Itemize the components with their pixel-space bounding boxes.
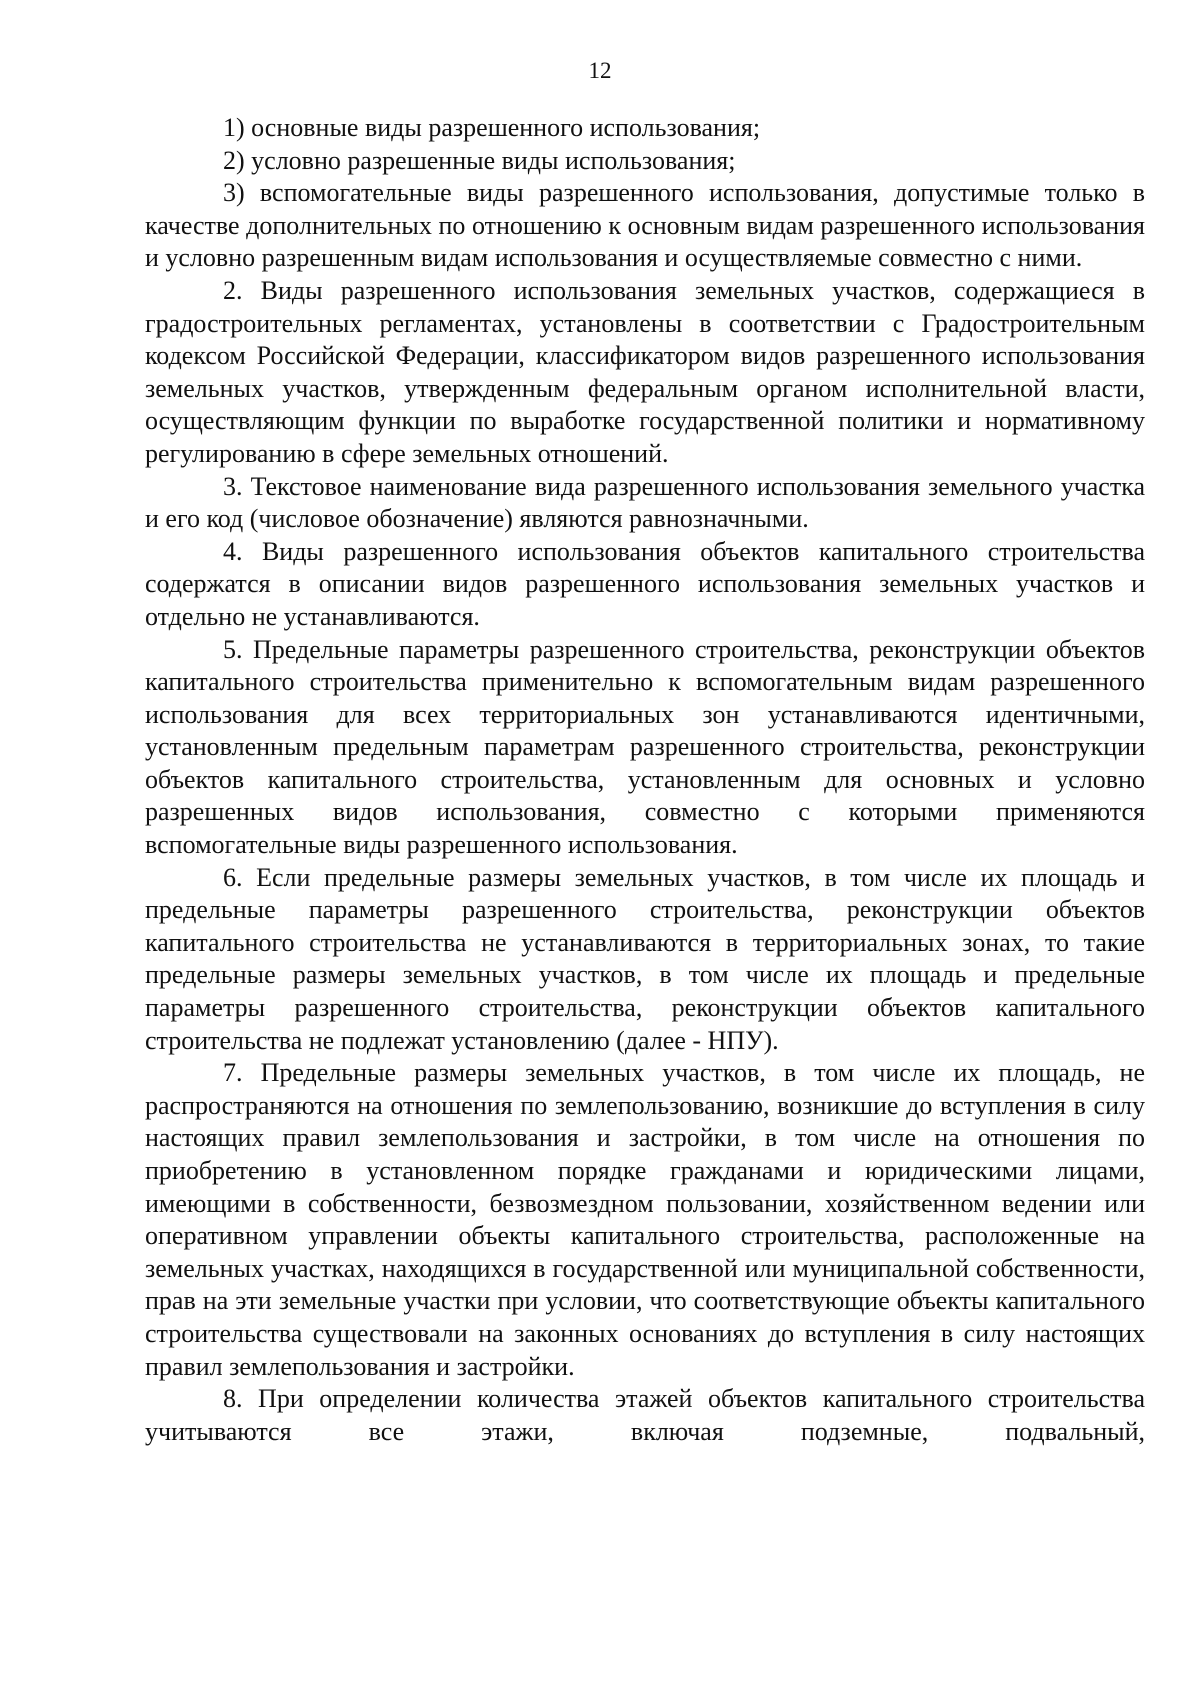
clause-6: 6. Если предельные размеры земельных участков, в том числе их площадь и предельные параметры разрешенного строительства, реконструкции объектов капитального строительства не устанавливаются в территориальных зонах, то такие предельные размеры земельных участков, в том числе их площадь и предельные параметры разрешенного строительства, реконструкции объектов капитального строительства не подлежат установлению (далее - НПУ). — [145, 862, 1145, 1055]
list-item-main-uses: 1) основные виды разрешенного использования; — [223, 113, 761, 142]
list-item-auxiliary-uses: 3) вспомогательные виды разрешенного использования, допустимые только в качестве дополнительных по отношению к основным видам разрешенного использования и условно разрешенным видам использования и осуществляемые совместно с ними. — [145, 178, 1145, 273]
body-text — [145, 112, 1145, 1448]
clause-3: 3. Текстовое наименование вида разрешенного использования земельного участка и его код (числовое обозначение) являются равнозначными. — [145, 471, 1145, 534]
page-number: 12 — [588, 58, 612, 83]
clause-2: 2. Виды разрешенного использования земельных участков, содержащиеся в градостроительных регламентах, установлены в соответствии с Градостроительным кодексом Российской Федерации, классификатором видов разрешенного использования земельных участков, утвержденным федеральным органом исполнительной власти, осуществляющим функции по выработке государственной политики и нормативному регулированию в сфере земельных отношений. — [145, 275, 1145, 468]
clause-7: 7. Предельные размеры земельных участков, в том числе их площадь, не распространяются на отношения по землепользованию, возникшие до вступления в силу настоящих правил землепользования и застройки, в том числе на отношения по приобретению в установленном порядке гражданами и юридическими лицами, имеющими в собственности, безвозмездном пользовании, хозяйственном ведении или оперативном управлении объекты капитального строительства, расположенные на земельных участках, находящихся в государственной или муниципальной собственности, прав на эти земельные участки при условии, что соответствующие объекты капитального строительства существовали на законных основаниях до вступления в силу настоящих правил землепользования и застройки. — [145, 1058, 1145, 1381]
clause-8: 8. При определении количества этажей объектов капитального строительства учитываются все этажи, включая подземные, подвальный, — [145, 1384, 1145, 1446]
clause-4: 4. Виды разрешенного использования объектов капитального строительства содержатся в описании видов разрешенного использования земельных участков и отдельно не устанавливаются. — [145, 536, 1145, 631]
clause-5: 5. Предельные параметры разрешенного строительства, реконструкции объектов капитального строительства применительно к вспомогательным видам разрешенного использования для всех территориальных зон устанавливаются идентичными, установленным предельным параметрам разрешенного строительства, реконструкции объектов капитального строительства, установленным для основных и условно разрешенных видов использования, совместно с которыми применяются вспомогательные виды разрешенного использования. — [145, 634, 1145, 860]
list-item-conditional-uses: 2) условно разрешенные виды использования; — [223, 145, 736, 175]
